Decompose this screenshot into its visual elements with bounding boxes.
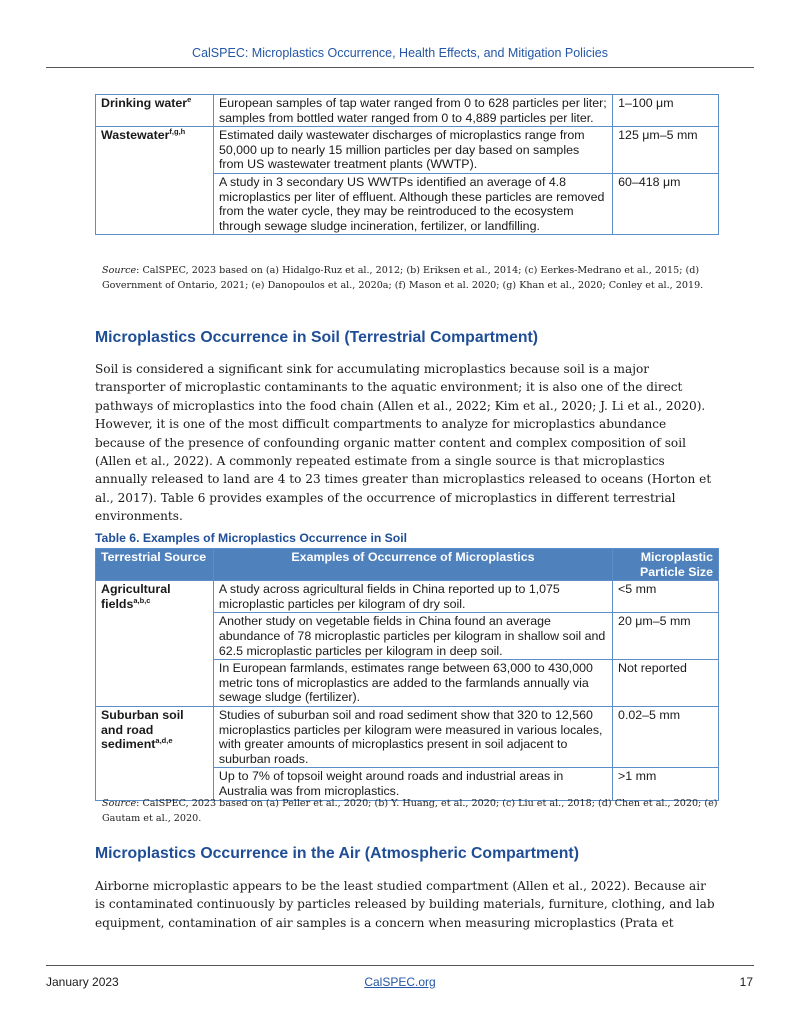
col-header-source: Terrestrial Source xyxy=(96,549,214,581)
size-cell: 125 μm–5 mm xyxy=(613,127,719,174)
footer-date: January 2023 xyxy=(46,975,119,989)
footer-link[interactable]: CalSPEC.org xyxy=(364,975,436,989)
water-occurrence-table xyxy=(95,94,719,235)
example-cell: Estimated daily wastewater discharges of microplastics range from 50,000 up to nearly 15 million particles per day based on samples from US wastewater treatment plants (WWTP). xyxy=(213,127,612,174)
size-cell: 0.02–5 mm xyxy=(613,706,719,767)
size-cell: >1 mm xyxy=(613,768,719,800)
soil-section-heading: Microplastics Occurrence in Soil (Terrestrial Compartment) xyxy=(95,329,539,346)
example-cell: European samples of tap water ranged from 0 to 628 particles per liter; samples from bottled water ranged from 0 to 4,889 particles per liter. xyxy=(213,95,612,127)
table-row xyxy=(96,95,719,127)
source-cell: Agricultural fields$^{a,b,c}$ xyxy=(96,581,214,613)
example-cell: Studies of suburban soil and road sediment show that 320 to 12,560 microplastics particles per kilogram were measured in various locales, with greater amounts of microplastics present in soil adjacent to suburban roads. xyxy=(213,706,612,767)
source-cell xyxy=(96,660,214,707)
example-cell: Up to 7% of topsoil weight around roads and industrial areas in Australia was from microplastics. xyxy=(213,768,612,800)
water-table-source-note: Source: CalSPEC, 2023 based on (a) Hidalgo-Ruz et al., 2012; (b) Eriksen et al., 2014; (c) Eerkes-Medrano et al., 2015; (d) Government of Ontario, 2021; (e) Danopoulos et al., 2020a; (f) Mason et al. 2020; (g) Khan et al., 2020; Conley et al., 2019. xyxy=(102,265,704,291)
source-cell: Drinking water$^e$ xyxy=(96,95,214,127)
example-cell: A study across agricultural fields in China reported up to 1,075 microplastic particles per kilogram of dry soil. xyxy=(213,581,612,613)
air-paragraph: Airborne microplastic appears to be the least studied compartment (Allen et al., 2022). Because air is contaminated continuously by particles released by building materials, furniture, clothing, and lab equipment, contamination of air samples is a concern when measuring microplastics (Prata et xyxy=(95,879,715,930)
table-row xyxy=(96,706,719,767)
size-cell: <5 mm xyxy=(613,581,719,613)
table-caption: Table 6. Examples of Microplastics Occurrence in Soil xyxy=(95,531,408,545)
source-cell: Suburban soil and road sediment$^{a,d,e}$ xyxy=(96,706,214,767)
source-cell xyxy=(96,173,214,234)
table-row xyxy=(96,613,719,660)
size-cell: 60–418 μm xyxy=(613,173,719,234)
size-cell: 20 μm–5 mm xyxy=(613,613,719,660)
page-number: 17 xyxy=(739,975,753,989)
soil-table-source-note: Source: CalSPEC, 2023 based on (a) Peller et al., 2020; (b) Y. Huang, et al., 2020; (c) Liu et al., 2018; (d) Chen et al., 2020; (e) Gautam et al., 2020. xyxy=(102,798,718,824)
air-section-heading: Microplastics Occurrence in the Air (Atmospheric Compartment) xyxy=(95,845,579,862)
example-cell: A study in 3 secondary US WWTPs identified an average of 4.8 microplastics per liter of effluent. Although these particles are removed from the water cycle, they may be reintroduced to the ecosystem through sewage sludge incineration, fertilizer, or landfilling. xyxy=(213,173,612,234)
table-row xyxy=(96,660,719,707)
example-cell: Another study on vegetable fields in China found an average abundance of 78 microplastic particles per kilogram in shallow soil and 62.5 microplastic particles per kilogram in deep soil. xyxy=(213,613,612,660)
table-header-row xyxy=(96,549,719,581)
source-cell: Wastewater$^{f,g,h}$ xyxy=(96,127,214,174)
soil-paragraph: Soil is considered a significant sink for accumulating microplastics because soil is a major transporter of microplastic contaminants to the aquatic environment; it is also one of the direct pathways of microplastics into the food chain (Allen et al., 2022; Kim et al., 2020; J. Li et al., 2020). However, it is one of the most difficult compartments to analyze for microplastics abundance because of the presence of confounding organic matter content and complex composition of soil (Allen et al., 2022). A commonly repeated estimate from a single source is that microplastics annually released to land are 4 to 23 times greater than microplastics released to oceans (Horton et al., 2017). Table 6 provides examples of the occurrence of microplastics in different terrestrial environments. xyxy=(95,362,712,524)
running-header: CalSPEC: Microplastics Occurrence, Health Effects, and Mitigation Policies xyxy=(192,46,608,60)
col-header-examples: Examples of Occurrence of Microplastics xyxy=(213,549,612,581)
example-cell: In European farmlands, estimates range between 63,000 to 430,000 metric tons of microplastics are added to the farmlands annually via sewage sludge (fertilizer). xyxy=(213,660,612,707)
table-row xyxy=(96,173,719,234)
size-cell: Not reported xyxy=(613,660,719,707)
col-header-size: Microplastic Particle Size xyxy=(613,549,719,581)
footer-divider xyxy=(46,965,754,966)
header-divider xyxy=(46,67,754,68)
soil-occurrence-table xyxy=(95,548,719,801)
table-row xyxy=(96,127,719,174)
source-cell xyxy=(96,613,214,660)
table-row xyxy=(96,581,719,613)
size-cell: 1–100 μm xyxy=(613,95,719,127)
